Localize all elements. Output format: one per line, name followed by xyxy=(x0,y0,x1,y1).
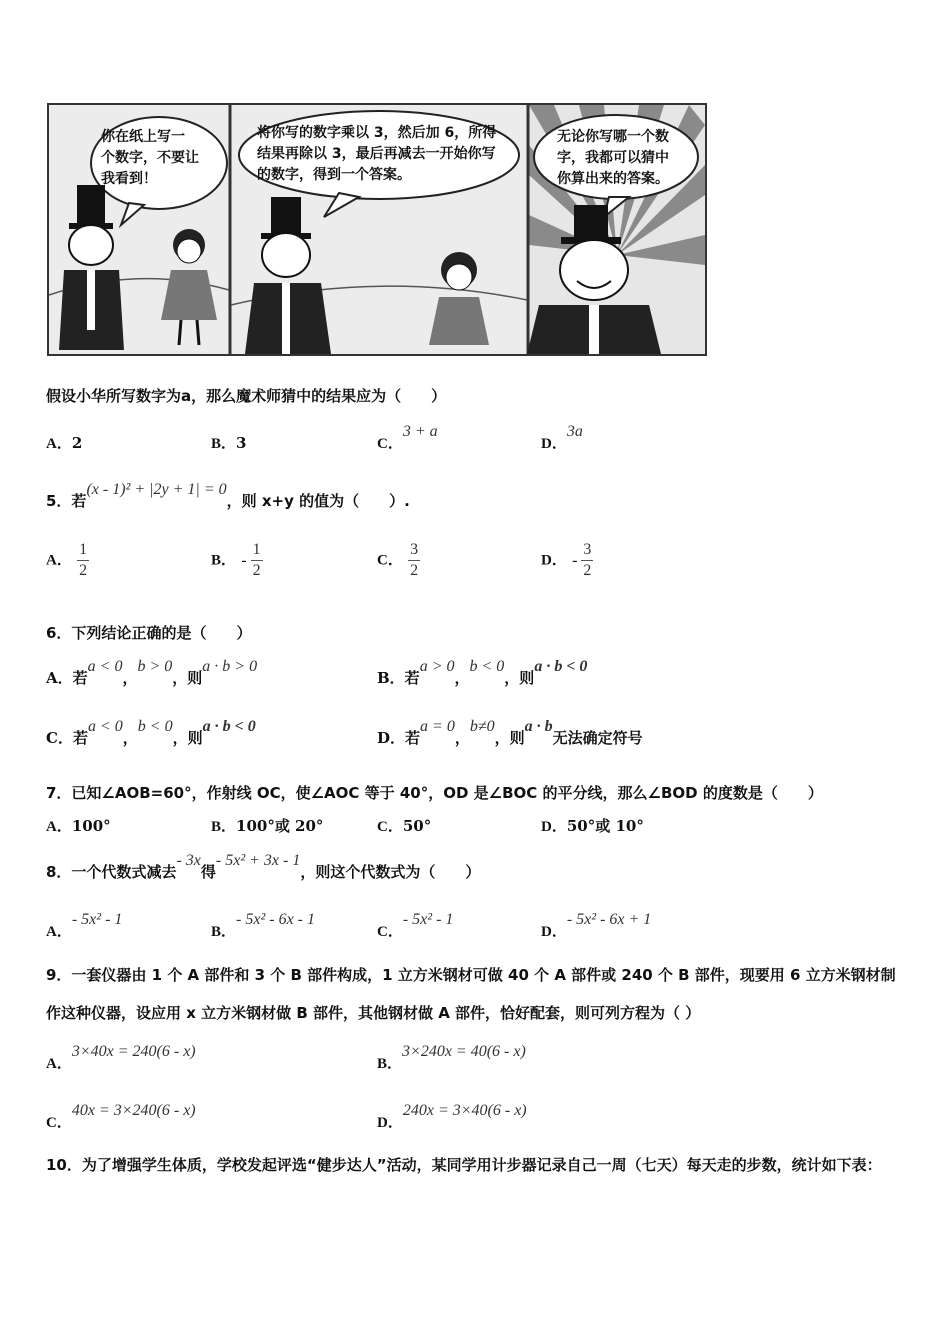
option-label: A．若 xyxy=(46,669,88,687)
denominator: 2 xyxy=(252,562,261,579)
option-label: A． xyxy=(46,436,72,452)
option-label: A． xyxy=(46,819,72,835)
q6-option-d: D．若a = 0，b≠0，则a · b无法确定符号 xyxy=(377,718,643,747)
q8-mid: 得 xyxy=(200,863,216,881)
comic-bubble-1 xyxy=(101,127,199,190)
option-math: 3×40x = 240(6 - x) xyxy=(71,1043,196,1060)
option-text: 100° xyxy=(71,817,111,835)
q8-suffix: ，则这个代数式为（ ） xyxy=(300,863,481,881)
option-label: B． xyxy=(211,819,237,835)
q4-option-b xyxy=(211,432,246,453)
option-label: B． xyxy=(211,552,237,569)
then-word: ，则 xyxy=(172,669,203,687)
condition-1: a < 0 xyxy=(87,718,123,735)
q9-option-d xyxy=(377,1102,527,1132)
option-label: C． xyxy=(377,552,403,569)
option-label: D． xyxy=(377,1115,403,1131)
condition-1: a = 0 xyxy=(420,718,455,735)
then-word: ，则 xyxy=(172,729,203,747)
fraction xyxy=(251,540,263,581)
q5-option-b xyxy=(211,540,263,581)
q5-prefix: 5．若 xyxy=(46,492,87,510)
q8-subtrahend: - 3x xyxy=(176,852,201,869)
q6-option-c: C．若a < 0，b < 0，则a · b < 0 xyxy=(46,718,256,747)
comic-bubble-3-line: 你算出来的答案。 xyxy=(557,171,669,187)
fraction xyxy=(581,540,593,581)
then-word: ，则 xyxy=(494,729,525,747)
result: a · b < 0 xyxy=(202,718,256,735)
q6-stem: 6．下列结论正确的是（ ） xyxy=(46,624,252,642)
option-label: D． xyxy=(541,436,567,452)
option-label: C． xyxy=(46,1115,72,1131)
q9-option-b xyxy=(377,1043,526,1073)
q4-stem: 假设小华所写数字为a，那么魔术师猜中的结果应为（ ） xyxy=(46,387,447,405)
q5-option-a xyxy=(46,540,89,581)
comic-bubble-2-line: 结果再除以 3，最后再减去一开始你写 xyxy=(257,146,496,162)
numerator: 3 xyxy=(408,540,420,561)
denominator: 2 xyxy=(79,562,88,579)
option-label: C． xyxy=(377,924,403,940)
comic-bubble-3 xyxy=(557,127,669,190)
q7-stem: 7．已知∠AOB=60°，作射线 OC，使∠AOC 等于 40°，OD 是∠BOC 的平分线，那么∠BOD 的度数是（ ） xyxy=(46,784,823,802)
option-label: D．若 xyxy=(377,729,421,747)
q8-prefix: 8．一个代数式减去 xyxy=(46,863,177,881)
q5-option-c xyxy=(377,540,420,581)
condition-2: b < 0 xyxy=(469,658,505,675)
q7-option-d xyxy=(541,815,644,836)
minus-sign: - xyxy=(241,551,247,569)
option-label: A． xyxy=(46,552,72,569)
condition-2: b≠0 xyxy=(469,718,495,735)
option-math: - 5x² - 1 xyxy=(71,911,123,928)
result: a · b xyxy=(524,718,553,735)
q5-option-d xyxy=(541,540,593,581)
option-text: 2 xyxy=(71,434,83,452)
comic-bubble-3-line: 字，我都可以猜中 xyxy=(557,150,669,166)
option-label: C． xyxy=(377,436,403,452)
q8-stem xyxy=(46,852,481,882)
comic-bubble-2 xyxy=(257,123,496,186)
then-word: ，则 xyxy=(504,669,535,687)
option-text: 100°或 20° xyxy=(236,817,324,835)
option-label: C． xyxy=(377,819,403,835)
comic-bubble-1-line: 我看到！ xyxy=(101,171,157,187)
option-label: A． xyxy=(46,924,72,940)
q5-suffix: ，则 x+y 的值为（ ）. xyxy=(226,492,410,510)
fraction xyxy=(408,540,420,581)
option-math: - 5x² - 6x + 1 xyxy=(566,911,652,928)
option-math: 3×240x = 40(6 - x) xyxy=(402,1043,526,1060)
q5-equation: (x - 1)² + |2y + 1| = 0 xyxy=(86,481,227,498)
option-label: B． xyxy=(377,1056,403,1072)
q7-option-a xyxy=(46,815,111,836)
denominator: 2 xyxy=(583,562,592,579)
comic-bubble-2-line: 将你写的数字乘以 3，然后加 6，所得 xyxy=(257,125,497,141)
option-text: 3 xyxy=(236,434,247,452)
option-label: B． xyxy=(211,436,237,452)
option-label: A． xyxy=(46,1056,72,1072)
q7-option-c xyxy=(377,815,431,836)
comic-bubble-1-line: 你在纸上写一 xyxy=(101,129,185,145)
comic-bubble-1-line: 个数字，不要让 xyxy=(101,150,199,166)
q4-option-a xyxy=(46,432,82,453)
option-math: - 5x² - 6x - 1 xyxy=(236,911,315,928)
condition-2: b > 0 xyxy=(137,658,173,675)
numerator: 1 xyxy=(251,540,263,561)
option-math: 40x = 3×240(6 - x) xyxy=(71,1102,196,1119)
option-label: D． xyxy=(541,924,567,940)
q6-option-a: A．若a < 0，b > 0，则a · b > 0 xyxy=(46,658,258,687)
option-text: 50°或 10° xyxy=(566,817,644,835)
q6-option-b: B．若a > 0，b < 0，则a · b < 0 xyxy=(377,658,588,687)
q8-option-c xyxy=(377,911,454,941)
option-label: D． xyxy=(541,552,567,569)
option-math: 3a xyxy=(566,423,583,440)
comic-bubble-3-line: 无论你写哪一个数 xyxy=(557,129,669,145)
option-label: B． xyxy=(211,924,237,940)
fraction xyxy=(77,540,89,581)
condition-1: a < 0 xyxy=(87,658,123,675)
numerator: 3 xyxy=(581,540,593,561)
q5-stem xyxy=(46,481,410,511)
condition-2: b < 0 xyxy=(137,718,173,735)
option-label: D． xyxy=(541,819,567,835)
q8-option-d xyxy=(541,911,652,941)
result: a · b > 0 xyxy=(202,658,258,675)
numerator: 1 xyxy=(77,540,89,561)
q10-stem: 10．为了增强学生体质，学校发起评选“健步达人”活动，某同学用计步器记录自己一周（七天）每天走的步数，统计如下表： xyxy=(46,1156,882,1174)
tail-text: 无法确定符号 xyxy=(552,729,643,747)
q7-option-b xyxy=(211,815,323,836)
option-text: 50° xyxy=(402,817,432,835)
condition-1: a > 0 xyxy=(419,658,455,675)
minus-sign: - xyxy=(572,551,578,569)
result: a · b < 0 xyxy=(534,658,588,675)
q4-option-d xyxy=(541,423,583,453)
q9-stem: 9．一套仪器由 1 个 A 部件和 3 个 B 部件构成，1 立方米钢材可做 40 个 A 部件或 240 个 B 部件，现要用 6 立方米钢材制作这种仪器，设应用 x 立方米钢材做 B 部件，其他钢材做 A 部件，恰好配套，则可列方程为（ ） xyxy=(46,966,896,1022)
option-math: 240x = 3×40(6 - x) xyxy=(402,1102,527,1119)
magic-trick-comic xyxy=(47,103,707,356)
comic-bubble-2-line: 的数字，得到一个答案。 xyxy=(257,167,411,183)
option-label: B．若 xyxy=(377,669,420,687)
q9-option-a xyxy=(46,1043,196,1073)
option-label: C．若 xyxy=(46,729,88,747)
denominator: 2 xyxy=(410,562,419,579)
q8-result: - 5x² + 3x - 1 xyxy=(215,852,301,869)
q9-option-c xyxy=(46,1102,196,1132)
option-math: - 5x² - 1 xyxy=(402,911,454,928)
option-math: 3 + a xyxy=(402,423,438,440)
q8-option-a xyxy=(46,911,123,941)
q4-option-c xyxy=(377,423,438,453)
q8-option-b xyxy=(211,911,315,941)
